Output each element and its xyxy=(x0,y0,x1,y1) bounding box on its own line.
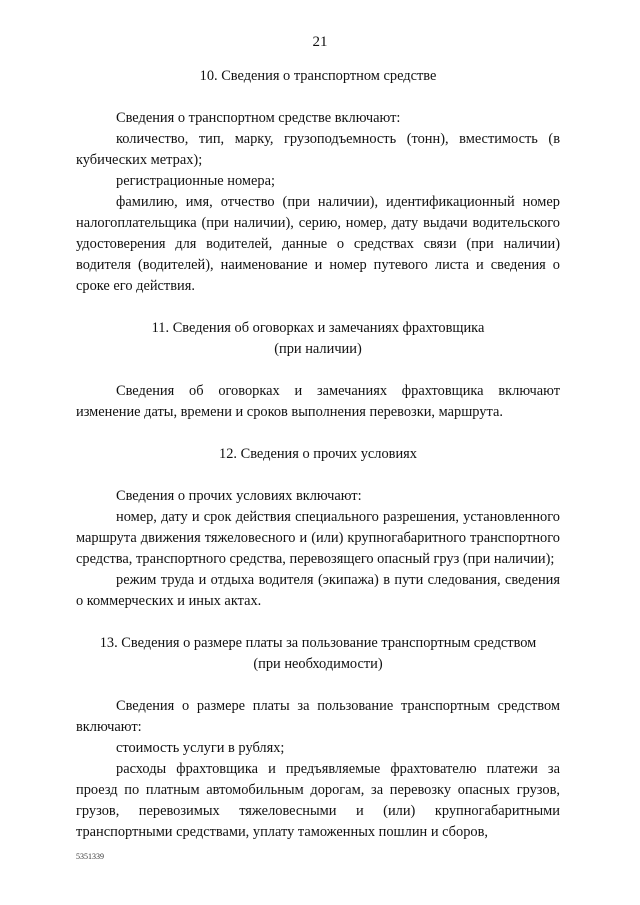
paragraph: Сведения об оговорках и замечаниях фрахтовщика включают изменение даты, времени и сроков выполнения перевозки, маршрута. xyxy=(76,383,560,420)
paragraph: режим труда и отдыха водителя (экипажа) в пути следования, сведения о коммерческих и иных актах. xyxy=(76,572,560,609)
paragraph: количество, тип, марку, грузоподъемность (тонн), вместимость (в кубических метрах); xyxy=(76,131,560,168)
paragraph: регистрационные номера; xyxy=(116,173,275,189)
section-heading: 13. Сведения о размере платы за пользование транспортным средством xyxy=(99,635,537,651)
section-heading-note: (при необходимости) xyxy=(253,656,383,672)
page-number: 21 xyxy=(312,34,328,50)
section-heading: 12. Сведения о прочих условиях xyxy=(219,446,417,462)
section-heading: 11. Сведения об оговорках и замечаниях фрахтовщика xyxy=(151,320,485,336)
paragraph: Сведения о транспортном средстве включают: xyxy=(116,110,401,126)
section-11 xyxy=(76,318,560,423)
section-heading: 10. Сведения о транспортном средстве xyxy=(199,68,437,84)
section-heading-note: (при наличии) xyxy=(274,341,362,357)
section-10 xyxy=(76,66,560,297)
paragraph: стоимость услуги в рублях; xyxy=(116,740,285,756)
section-13 xyxy=(76,633,560,843)
paragraph: Сведения о размере платы за пользование транспортным средством включают: xyxy=(76,698,560,735)
paragraph: номер, дату и срок действия специального разрешения, установленного маршрута движения тяжеловесного и (или) крупногабаритного транспортного средства, транспортного средства, перевозящего опасный груз (при наличии); xyxy=(76,509,560,567)
section-12 xyxy=(76,444,560,612)
document-code: 5351339 xyxy=(76,852,104,861)
paragraph: расходы фрахтовщика и предъявляемые фрахтователю платежи за проезд по платным автомобильным дорогам, за перевозку опасных грузов, грузов, перевозимых тяжеловесными и (или) крупногабаритными транспортными средствами, уплату таможенных пошлин и сборов, xyxy=(76,761,560,840)
paragraph: фамилию, имя, отчество (при наличии), идентификационный номер налогоплательщика (при наличии), серию, номер, дату выдачи водительского удостоверения для водителей, данные о средствах связи (при наличии) водителя (водителей), наименование и номер путевого листа и сведения о сроке его действия. xyxy=(76,194,560,294)
document-body xyxy=(76,66,560,843)
paragraph: Сведения о прочих условиях включают: xyxy=(116,488,362,504)
